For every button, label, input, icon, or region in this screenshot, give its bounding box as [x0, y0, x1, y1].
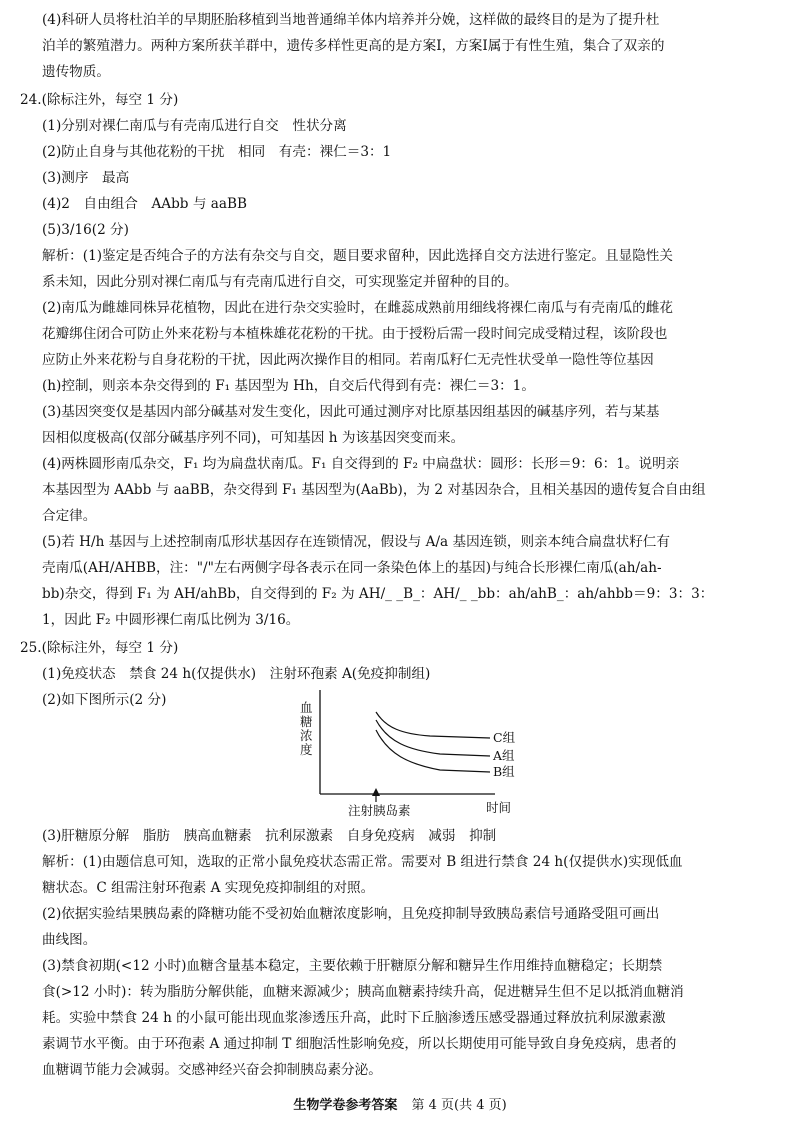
text-line: (5)若 H/h 基因与上述控制南瓜形状基因存在连锁情况，假设与 A/a 基因连锁，则亲本纯合扁盘状籽仁有: [42, 534, 670, 550]
text-line: 血糖调节能力会减弱。交感神经兴奋会抑制胰岛素分泌。: [42, 1062, 382, 1078]
blood-glucose-chart: [290, 684, 550, 820]
text-line: 解析：(1)鉴定是否纯合子的方法有杂交与自交，题目要求留种，因此选择自交方法进行鉴定。且显隐性关: [42, 248, 673, 264]
text-line: 花瓣绑住闭合可防止外来花粉与本植株雄花花粉的干扰。由于授粉后需一段时间完成受精过程，该阶段也: [42, 326, 668, 342]
series-label-c: C组: [493, 730, 516, 745]
text-line: 应防止外来花粉与自身花粉的干扰，因此两次操作目的相同。若南瓜籽仁无壳性状受单一隐性等位基因: [42, 352, 654, 368]
text-line: (4)两株圆形南瓜杂交，F₁ 均为扁盘状南瓜。F₁ 自交得到的 F₂ 中扁盘状：圆形：长形＝9：6：1。说明亲: [42, 456, 680, 472]
text-line: (2)如下图所示(2 分): [42, 692, 167, 708]
injection-label: 注射胰岛素: [348, 803, 411, 818]
text-line: 遗传物质。: [42, 64, 110, 80]
injection-arrow: [372, 788, 380, 796]
text-line: 本基因型为 AAbb 与 aaBB，杂交得到 F₁ 基因型为(AaBb)，为 2 对基因杂合，且相关基因的遗传复合自由组: [42, 482, 706, 498]
curve-c: [376, 712, 490, 738]
text-line: 耗。实验中禁食 24 h 的小鼠可能出现血浆渗透压升高，此时下丘脑渗透压感受器通过释放抗利尿激素激: [42, 1010, 666, 1026]
y-axis-label: 血糖浓度: [300, 700, 313, 757]
text-line: (2)南瓜为雌雄同株异花植物，因此在进行杂交实验时，在雌蕊成熟前用细线将裸仁南瓜与有壳南瓜的雌花: [42, 300, 673, 316]
text-line: (2)依据实验结果胰岛素的降糖功能不受初始血糖浓度影响，且免疫抑制导致胰岛素信号通路受阻可画出: [42, 906, 660, 922]
text-line: 25.(除标注外，每空 1 分): [20, 640, 179, 656]
series-label-b: B组: [493, 764, 515, 779]
text-line: 糖状态。C 组需注射环孢素 A 实现免疫抑制组的对照。: [42, 880, 375, 896]
text-line: bb)杂交，得到 F₁ 为 AH/ahBb，自交得到的 F₂ 为 AH/_ _B_：AH/_ _bb：ah/ahB_：ah/ahbb＝9：3：3：: [42, 586, 714, 602]
page-footer: [0, 1094, 800, 1113]
text-line: 24.(除标注外，每空 1 分): [20, 92, 179, 108]
text-line: 食(>12 小时)：转为脂肪分解供能，血糖来源减少；胰高血糖素持续升高，促进糖异生但不足以抵消血糖消: [42, 984, 684, 1000]
series-label-a: A组: [493, 748, 515, 763]
text-line: (3)基因突变仅是基因内部分碱基对发生变化，因此可通过测序对比原基因组基因的碱基序列，若与某基: [42, 404, 660, 420]
text-line: (3)肝糖原分解 脂肪 胰高血糖素 抗利尿激素 自身免疫病 减弱 抑制: [42, 828, 497, 844]
text-line: (3)禁食初期(<12 小时)血糖含量基本稳定，主要依赖于肝糖原分解和糖异生作用维持血糖稳定；长期禁: [42, 958, 663, 974]
text-line: (1)分别对裸仁南瓜与有壳南瓜进行自交 性状分离: [42, 118, 347, 134]
blood-glucose-figure: [290, 684, 550, 820]
text-line: 素调节水平衡。由于环孢素 A 通过抑制 T 细胞活性影响免疫，所以长期使用可能导致自身免疫病，患者的: [42, 1036, 677, 1052]
text-line: 1，因此 F₂ 中圆形裸仁南瓜比例为 3/16。: [42, 612, 300, 628]
footer-title: 生物学卷参考答案: [293, 1098, 398, 1113]
text-line: 解析：(1)由题信息可知，选取的正常小鼠免疫状态需正常。需要对 B 组进行禁食 24 h(仅提供水)实现低血: [42, 854, 683, 870]
footer-page: 第 4 页(共 4 页): [411, 1098, 507, 1113]
text-line: 合定律。: [42, 508, 97, 524]
text-line: 曲线图。: [42, 932, 97, 948]
text-line: (1)免疫状态 禁食 24 h(仅提供水) 注射环孢素 A(免疫抑制组): [42, 666, 431, 682]
text-line: 泊羊的繁殖潜力。两种方案所获羊群中，遗传多样性更高的是方案Ⅰ，方案Ⅰ属于有性生殖，集合了双亲的: [42, 38, 665, 54]
text-line: (3)测序 最高: [42, 170, 130, 186]
text-line: 因相似度极高(仅部分碱基序列不同)，可知基因 h 为该基因突变而来。: [42, 430, 465, 446]
text-line: (5)3/16(2 分): [42, 222, 129, 238]
text-line: (2)防止自身与其他花粉的干扰 相同 有壳：裸仁＝3：1: [42, 144, 392, 160]
text-line: 壳南瓜(AH/AHBB，注："/"左右两侧字母各表示在同一条染色体上的基因)与纯合长形裸仁南瓜(ah/ah-: [42, 560, 662, 576]
text-line: (4)2 自由组合 AAbb 与 aaBB: [42, 196, 247, 212]
text-line: (h)控制，则亲本杂交得到的 F₁ 基因型为 Hh，自交后代得到有壳：裸仁＝3：1。: [42, 378, 535, 394]
x-axis-label: 时间: [486, 800, 512, 815]
text-line: (4)科研人员将杜泊羊的早期胚胎移植到当地普通绵羊体内培养并分娩，这样做的最终目的是为了提升杜: [42, 12, 660, 28]
text-line: 系未知，因此分别对裸仁南瓜与有壳南瓜进行自交，可实现鉴定并留种的目的。: [42, 274, 518, 290]
